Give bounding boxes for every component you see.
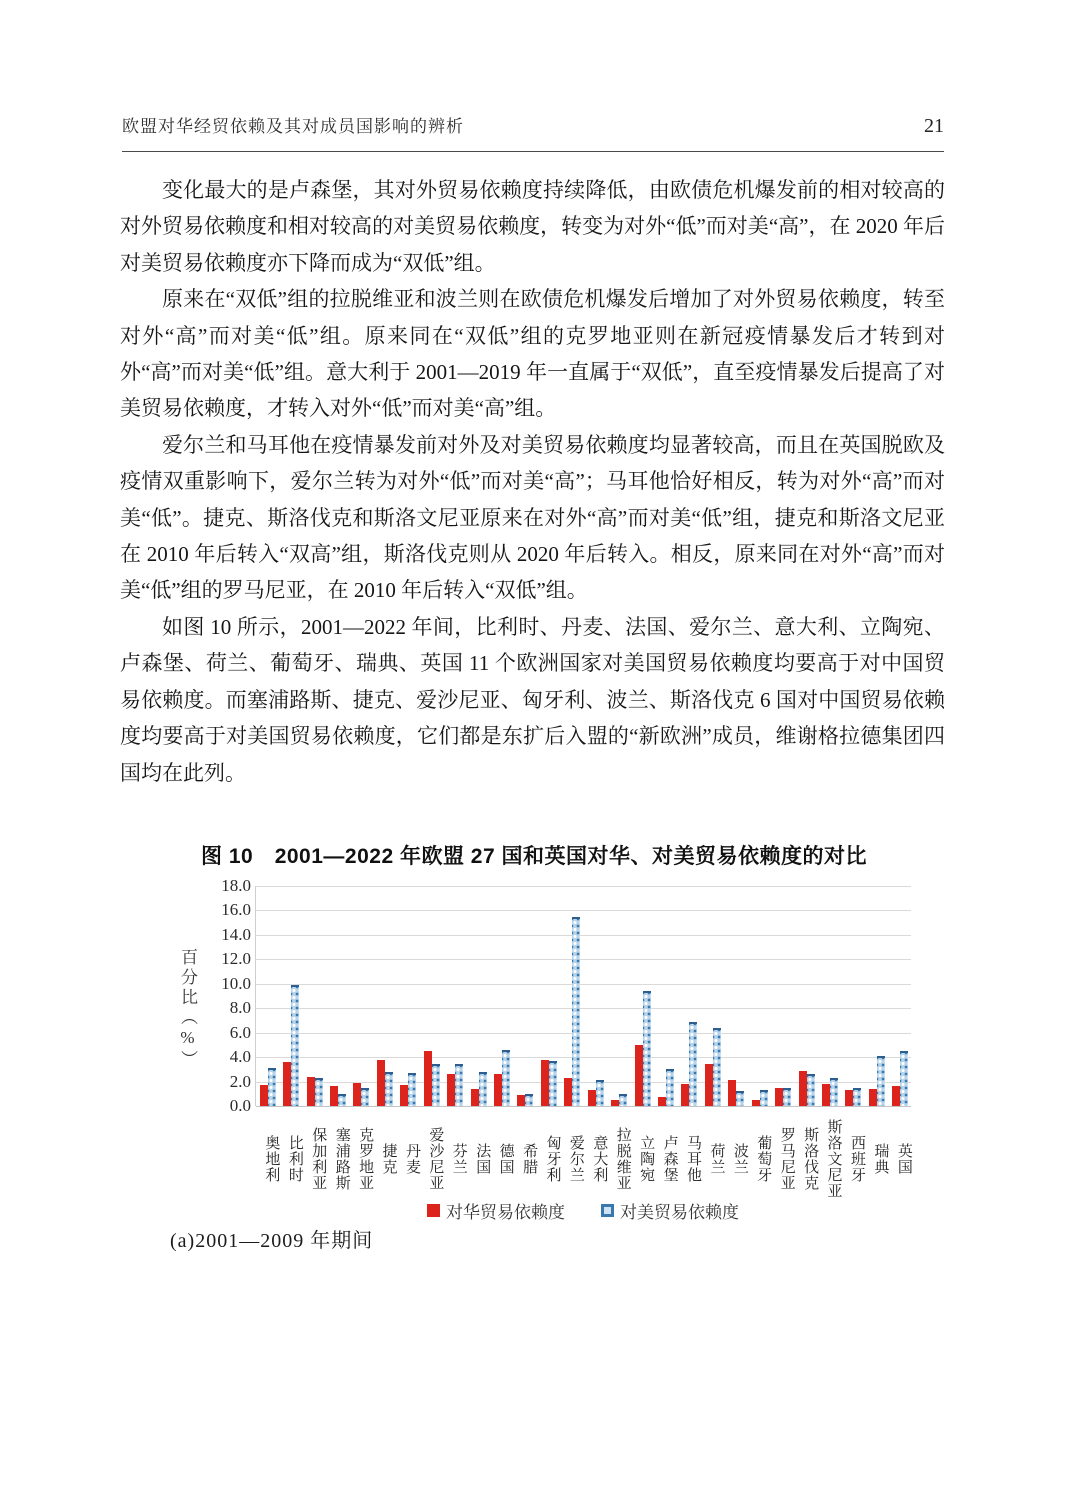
x-tick-label: 塞浦路斯 xyxy=(333,1127,350,1191)
x-tick-label: 匈牙利 xyxy=(544,1135,561,1183)
china-dependence-bar xyxy=(822,1084,830,1106)
x-tick-label: 葡萄牙 xyxy=(755,1135,772,1183)
bar-group xyxy=(561,917,584,1106)
legend-label: 对美贸易依赖度 xyxy=(620,1203,739,1222)
china-dependence-bar xyxy=(471,1089,479,1106)
bar-group xyxy=(443,1064,466,1106)
bar-group xyxy=(373,1060,396,1106)
x-tick-label: 法国 xyxy=(474,1143,491,1175)
x-tick-label: 罗马尼亚 xyxy=(778,1127,795,1191)
bar-group xyxy=(537,1060,560,1106)
bar-group xyxy=(889,1051,912,1106)
bar-group xyxy=(725,1080,748,1106)
paragraph: 原来在“双低”组的拉脱维亚和波兰则在欧债危机爆发后增加了对外贸易依赖度，转至对外“高”而对美“低”组。原来同在“双低”组的克罗地亚则在新冠疫情暴发后才转到对外“高”而对美“低”组。意大利于 2001—2019 年一直属于“双低”，直至疫情暴发后提高了对美贸易依赖度，才转入对外“低”而对美“高”组。 xyxy=(120,287,945,421)
china-dependence-bar xyxy=(728,1080,736,1106)
body-text xyxy=(120,172,945,791)
bar-group xyxy=(818,1078,841,1106)
china-dependence-bar xyxy=(424,1051,432,1106)
y-tick-label: 6.0 xyxy=(229,1022,251,1042)
chart-legend xyxy=(255,1198,911,1223)
x-tick-label: 立陶宛 xyxy=(638,1135,655,1183)
us-series-swatch-icon xyxy=(601,1204,614,1217)
bar-group xyxy=(654,1069,677,1106)
china-dependence-bar xyxy=(658,1097,666,1106)
bar-group xyxy=(631,991,654,1106)
china-dependence-bar xyxy=(447,1074,455,1106)
us-dependence-bar xyxy=(900,1051,908,1106)
chart-plot xyxy=(255,886,911,1106)
china-dependence-bar xyxy=(260,1085,268,1106)
legend-item-china xyxy=(427,1198,565,1223)
x-tick-label: 克罗地亚 xyxy=(357,1127,374,1191)
china-dependence-bar xyxy=(377,1060,385,1106)
china-dependence-bar xyxy=(845,1090,853,1106)
china-dependence-bar xyxy=(775,1088,783,1106)
us-dependence-bar xyxy=(760,1090,768,1106)
page-number: 21 xyxy=(924,115,944,137)
bar-group xyxy=(256,1068,279,1106)
china-dependence-bar xyxy=(564,1078,572,1106)
china-dependence-bar xyxy=(752,1100,760,1106)
bar-group xyxy=(326,1086,349,1106)
y-axis-label: 百分比（%） xyxy=(178,948,197,1070)
header-divider xyxy=(122,151,944,152)
us-dependence-bar xyxy=(361,1088,369,1106)
x-tick-label: 拉脱维亚 xyxy=(614,1127,631,1191)
y-axis-ticks xyxy=(203,876,251,1115)
x-tick-label: 荷兰 xyxy=(708,1143,725,1175)
china-dependence-bar xyxy=(307,1077,315,1106)
us-dependence-bar xyxy=(807,1074,815,1106)
bar-group xyxy=(748,1090,771,1106)
us-dependence-bar xyxy=(853,1088,861,1106)
us-dependence-bar xyxy=(689,1022,697,1106)
gridline xyxy=(256,1106,911,1107)
china-dependence-bar xyxy=(353,1083,361,1106)
china-dependence-bar xyxy=(869,1089,877,1106)
x-tick-label: 芬兰 xyxy=(450,1143,467,1175)
running-title: 欧盟对华经贸依赖及其对成员国影响的辨析 xyxy=(122,117,464,136)
bar-group xyxy=(842,1088,865,1106)
us-dependence-bar xyxy=(877,1056,885,1106)
gridline xyxy=(256,886,911,887)
bar-group xyxy=(584,1080,607,1106)
china-dependence-bar xyxy=(330,1086,338,1106)
figure-caption: (a)2001—2009 年期间 xyxy=(170,1230,374,1252)
us-dependence-bar xyxy=(783,1088,791,1106)
us-dependence-bar xyxy=(502,1050,510,1106)
us-dependence-bar xyxy=(549,1061,557,1106)
bar-group xyxy=(701,1028,724,1106)
china-dependence-bar xyxy=(892,1086,900,1106)
china-dependence-bar xyxy=(494,1074,502,1106)
x-tick-label: 希腊 xyxy=(521,1143,538,1175)
china-dependence-bar xyxy=(705,1064,713,1106)
x-tick-label: 斯洛伐克 xyxy=(802,1127,819,1191)
figure-title: 图 10 2001—2022 年欧盟 27 国和英国对华、对美贸易依赖度的对比 xyxy=(201,845,867,868)
x-tick-label: 爱沙尼亚 xyxy=(427,1127,444,1191)
bar-group xyxy=(514,1094,537,1106)
us-dependence-bar xyxy=(315,1078,323,1106)
x-tick-label: 德国 xyxy=(497,1143,514,1175)
x-tick-label: 奥地利 xyxy=(263,1135,280,1183)
y-tick-label: 0.0 xyxy=(229,1096,251,1115)
x-tick-label: 爱尔兰 xyxy=(567,1135,584,1183)
bar-group xyxy=(865,1056,888,1106)
x-tick-label: 英国 xyxy=(895,1143,912,1175)
y-tick-label: 4.0 xyxy=(229,1047,251,1067)
legend-label: 对华贸易依赖度 xyxy=(446,1203,565,1222)
x-tick-label: 比利时 xyxy=(286,1135,303,1183)
bar-group xyxy=(279,985,302,1106)
china-dependence-bar xyxy=(635,1045,643,1106)
us-dependence-bar xyxy=(619,1094,627,1106)
us-dependence-bar xyxy=(525,1094,533,1106)
us-dependence-bar xyxy=(736,1091,744,1106)
us-dependence-bar xyxy=(432,1064,440,1106)
x-tick-label: 丹麦 xyxy=(403,1143,420,1175)
y-tick-label: 2.0 xyxy=(229,1071,251,1091)
us-dependence-bar xyxy=(385,1072,393,1106)
x-tick-label: 捷克 xyxy=(380,1143,397,1175)
us-dependence-bar xyxy=(408,1073,416,1106)
paragraph: 变化最大的是卢森堡，其对外贸易依赖度持续降低，由欧债危机爆发前的相对较高的对外贸易依赖度和相对较高的对美贸易依赖度，转变为对外“低”而对美“高”，在 2020 年后对美贸易依赖度亦下降而成为“双低”组。 xyxy=(120,178,945,275)
china-series-swatch-icon xyxy=(427,1204,440,1217)
paragraph: 如图 10 所示，2001—2022 年间，比利时、丹麦、法国、爱尔兰、意大利、立陶宛、卢森堡、荷兰、葡萄牙、瑞典、英国 11 个欧洲国家对美国贸易依赖度均要高于对中国贸易依赖度。而塞浦路斯、捷克、爱沙尼亚、匈牙利、波兰、斯洛伐克 6 国对中国贸易依赖度均要高于对美国贸易依赖度，它们都是东扩后入盟的“新欧洲”成员，维谢格拉德集团四国均在此列。 xyxy=(120,614,945,785)
china-dependence-bar xyxy=(283,1062,291,1106)
china-dependence-bar xyxy=(799,1071,807,1106)
x-tick-label: 斯洛文尼亚 xyxy=(825,1119,842,1199)
bar-group xyxy=(467,1072,490,1106)
y-tick-label: 18.0 xyxy=(221,876,251,895)
y-tick-label: 12.0 xyxy=(221,949,251,969)
bar-group xyxy=(490,1050,513,1106)
us-dependence-bar xyxy=(713,1028,721,1106)
bar-group xyxy=(678,1022,701,1106)
bar-group xyxy=(607,1094,630,1106)
us-dependence-bar xyxy=(596,1080,604,1106)
china-dependence-bar xyxy=(611,1100,619,1106)
bar-group xyxy=(303,1077,326,1106)
us-dependence-bar xyxy=(572,917,580,1106)
x-axis-labels xyxy=(255,1109,911,1209)
x-tick-label: 波兰 xyxy=(731,1143,748,1175)
us-dependence-bar xyxy=(268,1068,276,1106)
y-tick-label: 8.0 xyxy=(229,998,251,1018)
x-tick-label: 意大利 xyxy=(591,1135,608,1183)
y-tick-label: 14.0 xyxy=(221,924,251,944)
x-tick-label: 卢森堡 xyxy=(661,1135,678,1183)
china-dependence-bar xyxy=(681,1084,689,1106)
x-tick-label: 保加利亚 xyxy=(310,1127,327,1191)
china-dependence-bar xyxy=(588,1090,596,1106)
us-dependence-bar xyxy=(455,1064,463,1106)
y-tick-label: 16.0 xyxy=(221,900,251,920)
bar-group xyxy=(420,1051,443,1106)
us-dependence-bar xyxy=(291,985,299,1106)
us-dependence-bar xyxy=(666,1069,674,1106)
bar-group xyxy=(771,1088,794,1106)
page-header xyxy=(122,112,944,138)
us-dependence-bar xyxy=(338,1094,346,1106)
x-tick-label: 瑞典 xyxy=(872,1143,889,1175)
china-dependence-bar xyxy=(517,1095,525,1106)
paragraph: 爱尔兰和马耳他在疫情暴发前对外及对美贸易依赖度均显著较高，而且在英国脱欧及疫情双重影响下，爱尔兰转为对外“低”而对美“高”；马耳他恰好相反，转为对外“高”而对美“低”。捷克、斯洛伐克和斯洛文尼亚原来在对外“高”而对美“低”组，捷克和斯洛文尼亚在 2010 年后转入“双高”组，斯洛伐克则从 2020 年后转入。相反，原来同在对外“高”而对美“低”组的罗马尼亚，在 2010 年后转入“双低”组。 xyxy=(120,432,945,603)
bar-group xyxy=(397,1073,420,1106)
x-tick-label: 马耳他 xyxy=(685,1135,702,1183)
bar-group xyxy=(795,1071,818,1106)
legend-item-us xyxy=(601,1198,739,1223)
x-tick-label: 西班牙 xyxy=(848,1135,865,1183)
gridline xyxy=(256,910,911,911)
y-tick-label: 10.0 xyxy=(221,973,251,993)
us-dependence-bar xyxy=(479,1072,487,1106)
bar-group xyxy=(350,1083,373,1106)
china-dependence-bar xyxy=(541,1060,549,1106)
us-dependence-bar xyxy=(830,1078,838,1106)
us-dependence-bar xyxy=(643,991,651,1106)
china-dependence-bar xyxy=(400,1085,408,1106)
